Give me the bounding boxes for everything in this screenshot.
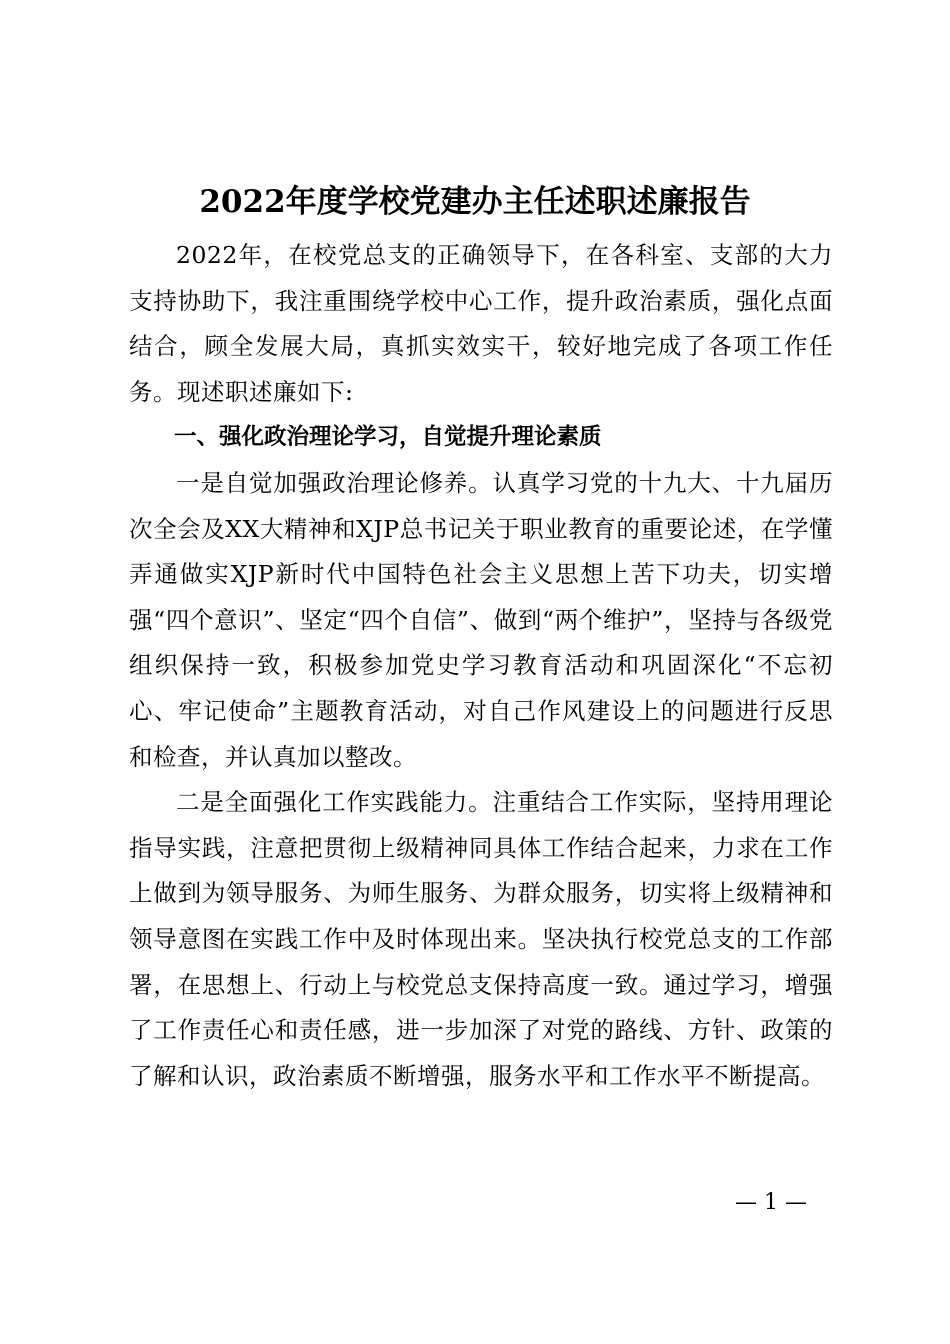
document-body: [129, 233, 833, 1099]
body-paragraph-1: 一是自觉加强政治理论修养。认真学习党的十九大、十九届历次全会及XX大精神和XJP总书记关于职业教育的重要论述，在学懂弄通做实XJP新时代中国特色社会主义思想上苦下功夫，切实增强“四个意识”、坚定“四个自信”、做到“两个维护”，坚持与各级党组织保持一致，积极参加党史学习教育活动和巩固深化“不忘初心、牢记使命”主题教育活动，对自己作风建设上的问题进行反思和检查，并认真加以整改。: [129, 468, 833, 771]
intro-paragraph: 2022年，在校党总支的正确领导下，在各科室、支部的大力支持协助下，我注重围绕学校中心工作，提升政治素质，强化点面结合，顾全发展大局，真抓实效实干，较好地完成了各项工作任务。现述职述廉如下:: [129, 241, 833, 406]
section-heading: 一、强化政治理论学习，自觉提升理论素质: [174, 424, 602, 451]
document-title: 2022年度学校党建办主任述职述廉报告: [199, 184, 751, 220]
page-number: — 1 —: [735, 1190, 807, 1215]
body-paragraph-2: 二是全面强化工作实践能力。注重结合工作实际，坚持用理论指导实践，注意把贯彻上级精神同具体工作结合起来，力求在工作上做到为领导服务、为师生服务、为群众服务，切实将上级精神和领导意图在实践工作中及时体现出来。坚决执行校党总支的工作部署，在思想上、行动上与校党总支保持高度一致。通过学习，增强了工作责任心和责任感，进一步加深了对党的路线、方针、政策的了解和认识，政治素质不断增强，服务水平和工作水平不断提高。: [129, 788, 833, 1090]
